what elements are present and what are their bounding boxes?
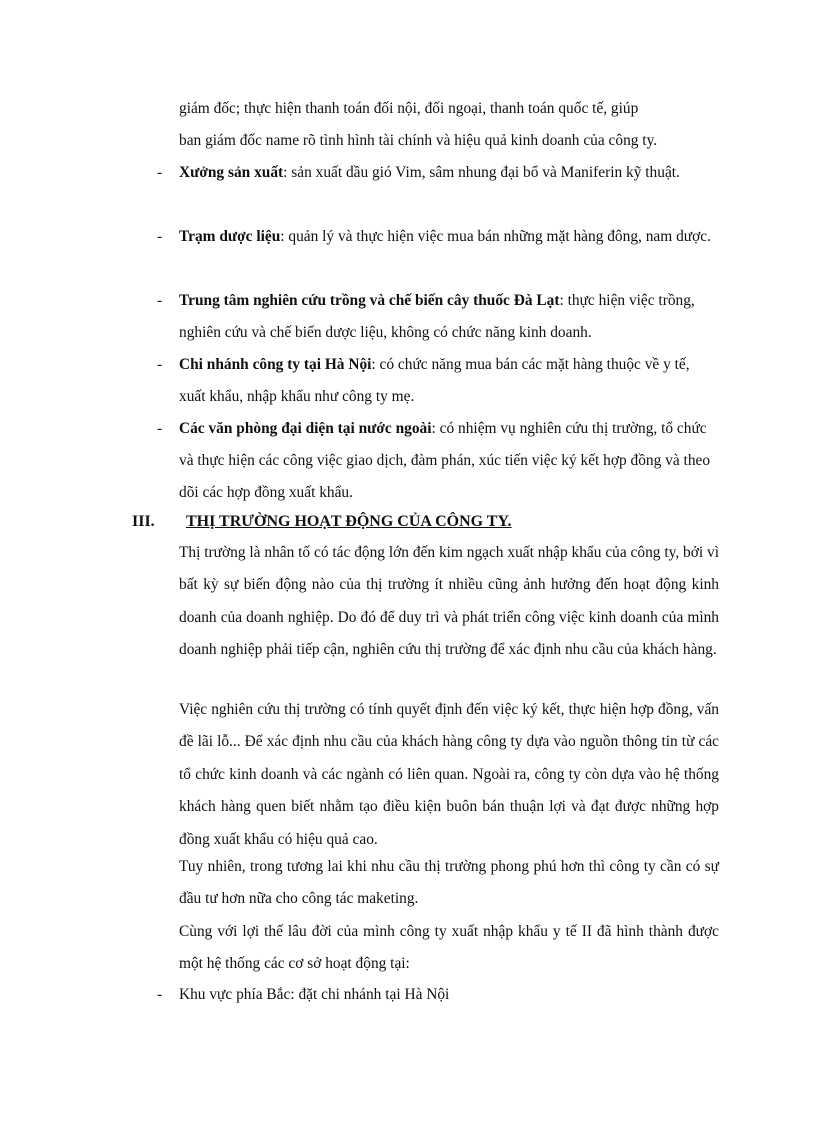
bullet-term: Chi nhánh công ty tại Hà Nội [179, 356, 372, 373]
section-title: THỊ TRƯỜNG HOẠT ĐỘNG CỦA CÔNG TY. [186, 513, 512, 530]
bullet-description: : thực hiện việc trồng, nghiên cứu và chế biến dược liệu, không có chức năng kinh doanh. [179, 292, 695, 341]
paragraph-3 [179, 851, 719, 916]
bullet-dash: - [157, 420, 163, 437]
paragraph-4 [179, 916, 719, 981]
section-number: III. [132, 513, 155, 530]
bullet-dash: - [157, 986, 163, 1003]
paragraph-text: Cùng với lợi thế lâu đời của mình công ty xuất nhập khẩu y tế II đã hình thành được một hệ thống các cơ sở hoạt động tại: [179, 923, 719, 973]
bullet-term: Trạm dược liệu [179, 228, 281, 245]
bullet-item-van-phong-dai-dien [179, 413, 719, 509]
bullet-term: Trung tâm nghiên cứu trồng và chế biến cây thuốc Đà Lạt [179, 292, 560, 309]
paragraph-2 [179, 694, 719, 856]
bullet-dash: - [157, 292, 163, 309]
bullet-item-khu-vuc-phia-bac: Khu vực phía Bắc: đặt chi nhánh tại Hà Nội [179, 986, 450, 1003]
bullet-item-chi-nhanh-ha-noi [179, 349, 719, 413]
bullet-description: : sản xuất dầu gió Vim, sâm nhung đại bổ và Maniferin kỹ thuật. [283, 164, 680, 181]
bullet-term: Các văn phòng đại diện tại nước ngoài [179, 420, 432, 437]
intro-line-1: giám đốc; thực hiện thanh toán đối nội, đối ngoại, thanh toán quốc tế, giúp [179, 100, 639, 117]
bullet-item-tram-duoc-lieu [179, 221, 719, 253]
bullet-description: : có nhiệm vụ nghiên cứu thị trường, tổ chức và thực hiện các công việc giao dịch, đàm phán, xúc tiến việc ký kết hợp đồng và theo dõi các hợp đồng xuất khẩu. [179, 420, 711, 501]
bullet-description: : có chức năng mua bán các mặt hàng thuộc về y tế, xuất khẩu, nhập khẩu như công ty mẹ. [179, 356, 690, 405]
bullet-item-trung-tam-nghien-cuu [179, 285, 719, 349]
bullet-dash: - [157, 164, 163, 181]
paragraph-1 [179, 537, 719, 667]
paragraph-text: Tuy nhiên, trong tương lai khi nhu cầu thị trường phong phú hơn thì công ty cần có sự đầu tư hơn nữa cho công tác maketing. [179, 858, 719, 908]
bullet-term: Xưởng sản xuất [179, 164, 284, 181]
paragraph-text: Việc nghiên cứu thị trường có tính quyết định đến việc ký kết, thực hiện hợp đồng, vấn đề lãi lỗ... Để xác định nhu cầu của khách hàng công ty dựa vào nguồn thông tin từ các tổ chức kinh doanh và các ngành có liên quan. Ngoài ra, công ty còn dựa vào hệ thống khách hàng quen biết nhằm tạo điều kiện buôn bán thuận lợi và đạt được những hợp đồng xuất khẩu có hiệu quả cao. [179, 701, 719, 848]
bullet-dash: - [157, 356, 163, 373]
intro-line-2: ban giám đốc name rõ tình hình tài chính và hiệu quả kinh doanh của công ty. [179, 132, 658, 149]
bullet-description: : quản lý và thực hiện việc mua bán những mặt hàng đông, nam dược. [280, 228, 711, 245]
section-heading [132, 513, 512, 531]
bullet-item-xuong-san-xuat [179, 157, 719, 189]
paragraph-text: Thị trường là nhân tố có tác động lớn đến kim ngạch xuất nhập khẩu của công ty, bởi vì bất kỳ sự biến động nào của thị trường ít nhiều cũng ảnh hưởng đến hoạt động kinh doanh của doanh nghiệp. Do đó để duy trì và phát triển công việc kinh doanh của mình doanh nghiệp phải tiếp cận, nghiên cứu thị trường để xác định nhu cầu của khách hàng. [179, 544, 719, 659]
bullet-dash: - [157, 228, 163, 245]
